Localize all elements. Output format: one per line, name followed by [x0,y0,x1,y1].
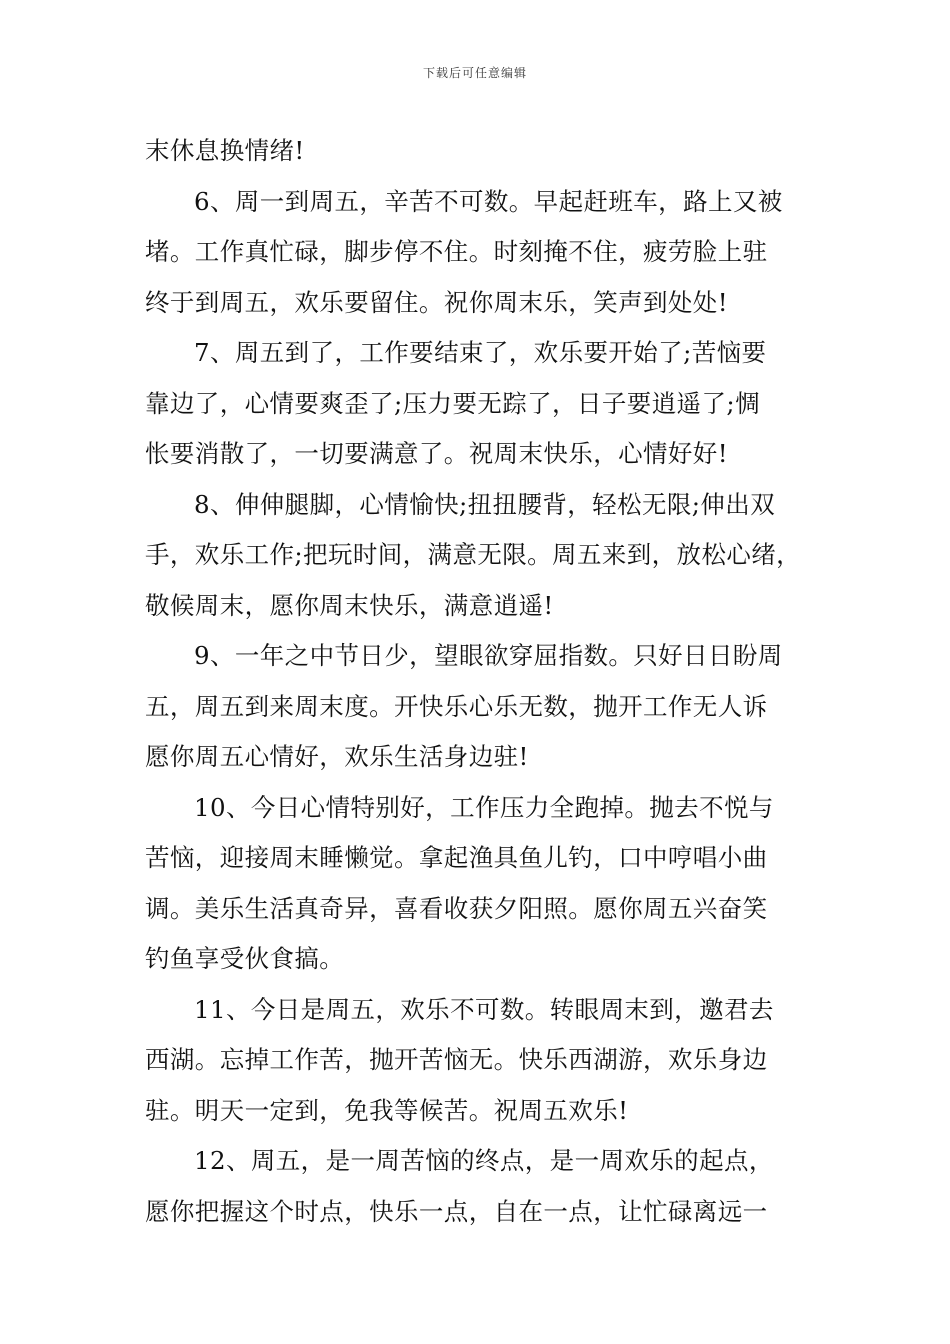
text-line-2: 6、周一到周五，辛苦不可数。早起赶班车，路上又被 [194,186,783,216]
text-line-17: 钓鱼享受伙食搞。 [145,944,345,973]
document-body [145,126,810,1237]
text-line-3: 堵。工作真忙碌，脚步停不住。时刻掩不住，疲劳脸上驻 [145,237,768,266]
text-line-10: 敬候周末，愿你周末快乐，满意逍遥! [145,590,554,620]
text-line-11: 9、一年之中节日少，望眼欲穿屈指数。只好日日盼周 [194,641,783,670]
text-line-18: 11、今日是周五，欢乐不可数。转眼周末到，邀君去 [194,994,774,1024]
text-line-19: 西湖。忘掉工作苦，抛开苦恼无。快乐西湖游，欢乐身边 [145,1045,768,1074]
text-line-12: 五，周五到来周末度。开快乐心乐无数，抛开工作无人诉 [145,691,768,721]
text-line-9: 手，欢乐工作;把玩时间，满意无限。周五来到，放松心绪， [145,540,802,569]
text-line-6: 靠边了，心情要爽歪了;压力要无踪了，日子要逍遥了;惆 [145,388,760,418]
text-line-13: 愿你周五心情好，欢乐生活身边驻! [145,742,529,771]
text-line-7: 怅要消散了，一切要满意了。祝周末快乐，心情好好! [145,439,728,468]
text-line-22: 愿你把握这个时点，快乐一点，自在一点，让忙碌离远一 [145,1196,768,1226]
text-line-15: 苦恼，迎接周末睡懒觉。拿起渔具鱼儿钓，口中哼唱小曲 [145,843,768,872]
text-line-20: 驻。明天一定到，免我等候苦。祝周五欢乐! [145,1095,629,1125]
text-line-16: 调。美乐生活真奇异，喜看收获夕阳照。愿你周五兴奋笑 [145,893,768,923]
text-line-14: 10、今日心情特别好，工作压力全跑掉。抛去不悦与 [194,792,774,822]
text-line-1: 末休息换情绪! [145,136,305,165]
text-line-5: 7、周五到了，工作要结束了，欢乐要开始了;苦恼要 [194,338,767,367]
text-line-21: 12、周五，是一周苦恼的终点，是一周欢乐的起点， [194,1146,774,1175]
text-line-4: 终于到周五，欢乐要留住。祝你周末乐，笑声到处处! [145,287,728,317]
text-line-8: 8、伸伸腿脚，心情愉快;扭扭腰背，轻松无限;伸出双 [194,489,776,519]
page-header: 下载后可任意编辑 [422,66,527,80]
